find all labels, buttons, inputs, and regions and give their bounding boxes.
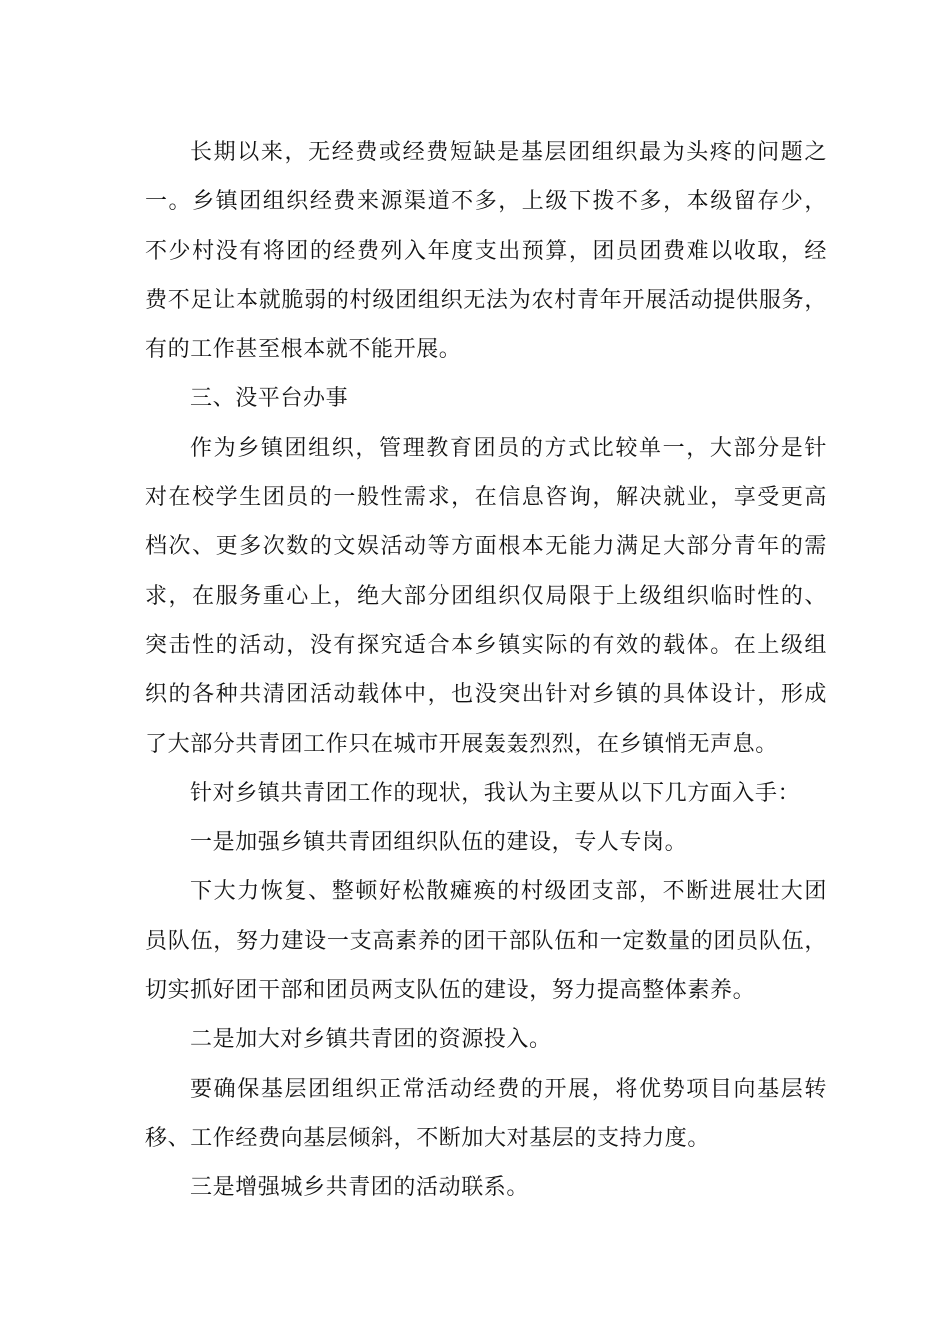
- point-heading: 一是加强乡镇共青团组织队伍的建设，专人专岗。: [190, 830, 688, 856]
- text-line: 移、工作经费向基层倾斜，不断加大对基层的支持力度。: [145, 1125, 711, 1151]
- text-line: 有的工作甚至根本就不能开展。: [145, 337, 462, 363]
- text-line: 长期以来，无经费或经费短缺是基层团组织最为头疼的问题之: [190, 140, 827, 165]
- text-line: 下大力恢复、整顿好松散瘫痪的村级团支部，不断进展壮大团: [190, 879, 827, 905]
- text-line: 一。乡镇团组织经费来源渠道不多，上级下拨不多，本级留存少，: [145, 189, 827, 215]
- text-line: 针对乡镇共青团工作的现状，我认为主要从以下几方面入手：: [190, 780, 801, 806]
- text-line: 突击性的活动，没有探究适合本乡镇实际的有效的载体。在上级组: [145, 632, 827, 658]
- text-line: 求，在服务重心上，绝大部分团组织仅局限于上级组织临时性的、: [145, 583, 827, 609]
- text-line: 切实抓好团干部和团员两支队伍的建设，努力提高整体素养。: [145, 978, 756, 1004]
- text-line: 不少村没有将团的经费列入年度支出预算，团员团费难以收取，经: [145, 238, 827, 264]
- text-line: 作为乡镇团组织，管理教育团员的方式比较单一，大部分是针: [190, 435, 827, 461]
- document-body: [145, 133, 827, 1218]
- text-line: 费不足让本就脆弱的村级团组织无法为农村青年开展活动提供服务，: [145, 287, 827, 313]
- text-line: 要确保基层团组织正常活动经费的开展，将优势项目向基层转: [190, 1076, 827, 1102]
- text-line: 对在校学生团员的一般性需求，在信息咨询，解决就业，享受更高: [145, 485, 827, 511]
- point-heading: 三是增强城乡共青团的活动联系。: [190, 1175, 530, 1201]
- text-line: 员队伍，努力建设一支高素养的团干部队伍和一定数量的团员队伍，: [145, 928, 827, 954]
- point-heading: 二是加大对乡镇共青团的资源投入。: [190, 1027, 552, 1053]
- text-line: 了大部分共青团工作只在城市开展轰轰烈烈，在乡镇悄无声息。: [145, 731, 778, 757]
- text-line: 档次、更多次数的文娱活动等方面根本无能力满足大部分青年的需: [145, 534, 827, 560]
- text-line: 织的各种共清团活动载体中，也没突出针对乡镇的具体设计，形成: [145, 682, 827, 708]
- section-heading: 三、没平台办事: [190, 386, 349, 412]
